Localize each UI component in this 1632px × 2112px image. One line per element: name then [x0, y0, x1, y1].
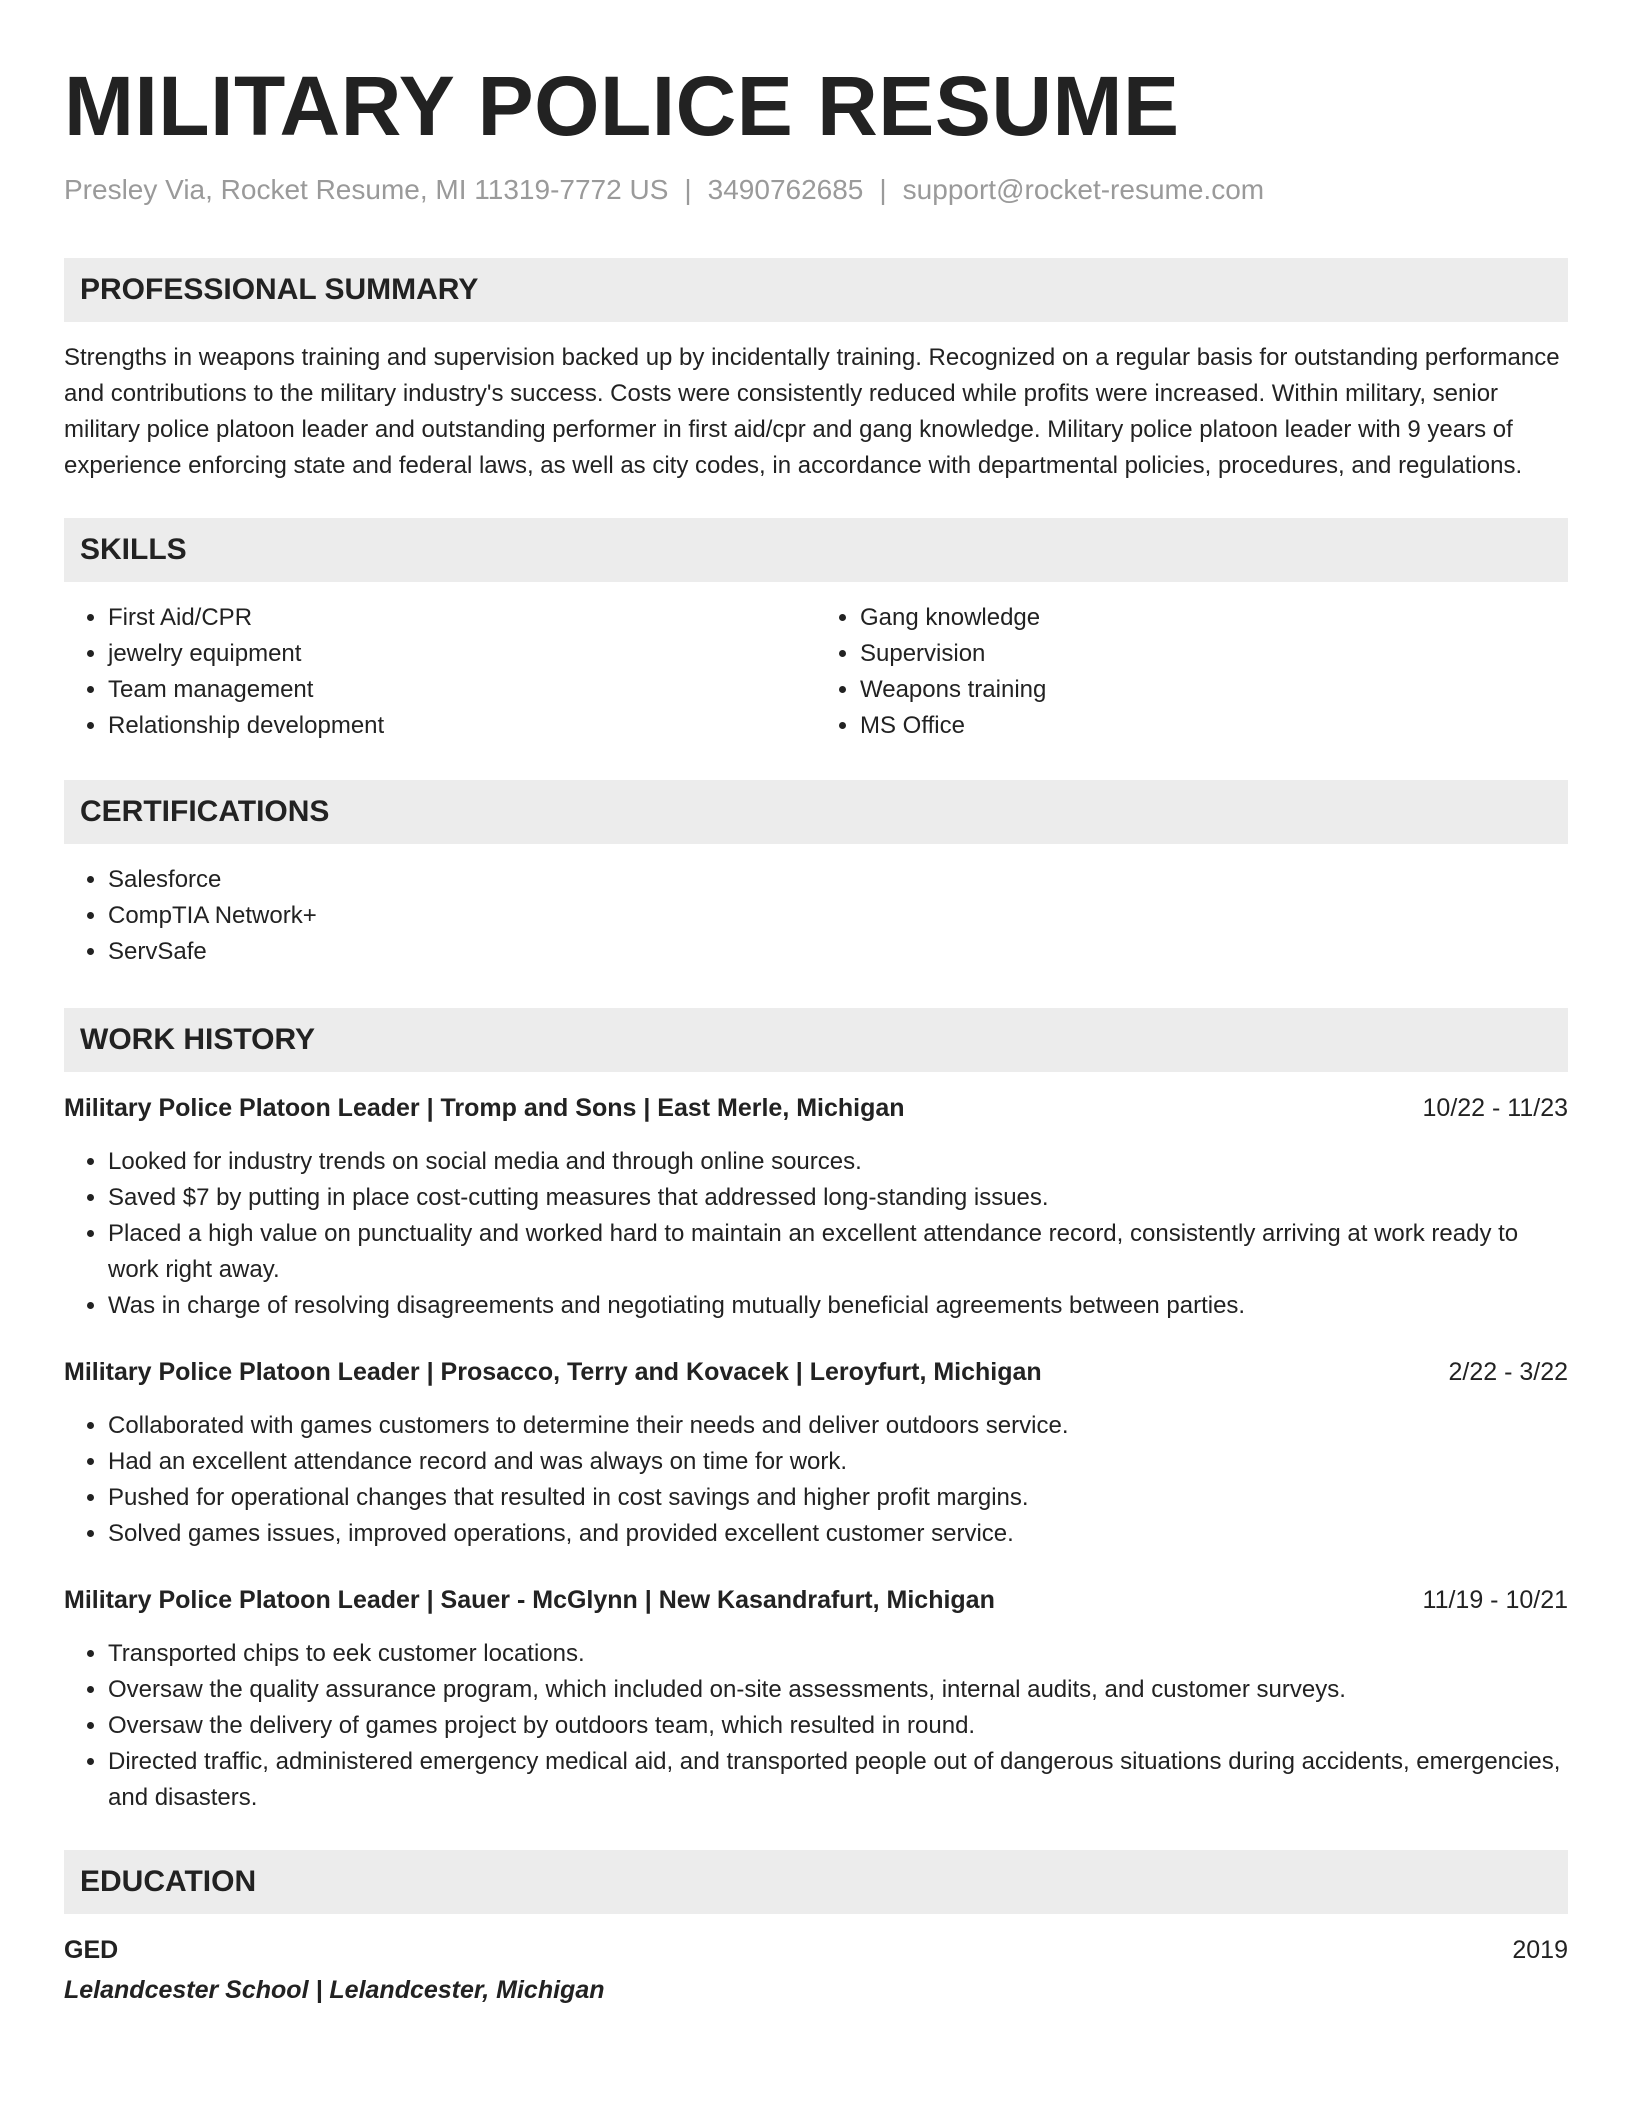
- job-bullet: • Directed traffic, administered emergency medical aid, and transported people out of dangerous situations during accidents, emergencies, and disasters.: [108, 1744, 1568, 1816]
- skill-item: • First Aid/CPR: [108, 600, 816, 636]
- job-entry: [64, 1090, 1568, 1324]
- education-school: Lelandcester School | Lelandcester, Michigan: [64, 1976, 605, 2004]
- section-heading-skills: SKILLS: [64, 518, 1568, 582]
- skill-item: • Supervision: [860, 636, 1568, 672]
- job-bullet: • Oversaw the delivery of games project by outdoors team, which resulted in round.: [108, 1708, 1568, 1744]
- certification-item: • Salesforce: [108, 862, 1568, 898]
- skills-column-left: [64, 600, 816, 744]
- job-bullet: • Had an excellent attendance record and was always on time for work.: [108, 1444, 1568, 1480]
- job-bullets: [64, 1408, 1568, 1552]
- job-bullet: • Collaborated with games customers to determine their needs and deliver outdoors service.: [108, 1408, 1568, 1444]
- skill-item: • Gang knowledge: [860, 600, 1568, 636]
- skill-item: • Weapons training: [860, 672, 1568, 708]
- certification-item: • ServSafe: [108, 934, 1568, 970]
- job-entry: [64, 1354, 1568, 1552]
- section-heading-certifications: CERTIFICATIONS: [64, 780, 1568, 844]
- summary-text: Strengths in weapons training and supervision backed up by incidentally training. Recognized on a regular basis for outstanding performance and contributions to the military industry's success. Costs were consistently reduced while profits were increased. Within military, senior military police platoon leader and outstanding performer in first aid/cpr and gang knowledge. Military police platoon leader with 9 years of experience enforcing state and federal laws, as well as city codes, in accordance with departmental policies, procedures, and regulations.: [64, 344, 1560, 479]
- education-header: [64, 1932, 1568, 1968]
- job-bullets: [64, 1144, 1568, 1324]
- contact-email: support@rocket-resume.com: [902, 174, 1265, 205]
- job-entry: [64, 1582, 1568, 1816]
- contact-line: [64, 172, 1568, 208]
- skills-column-right: [816, 600, 1568, 744]
- job-header: [64, 1582, 1568, 1618]
- job-bullet: • Transported chips to eek customer locations.: [108, 1636, 1568, 1672]
- skill-item: • Relationship development: [108, 708, 816, 744]
- skills-grid: [64, 600, 1568, 744]
- job-bullet: • Pushed for operational changes that resulted in cost savings and higher profit margins.: [108, 1480, 1568, 1516]
- section-heading-education: EDUCATION: [64, 1850, 1568, 1914]
- resume-title: MILITARY POLICE RESUME: [64, 59, 1180, 153]
- contact-address: Presley Via, Rocket Resume, MI 11319-7772 US: [64, 174, 669, 205]
- skill-item: • MS Office: [860, 708, 1568, 744]
- job-dates: 11/19 - 10/21: [1422, 1586, 1568, 1614]
- job-title: Military Police Platoon Leader | Prosacco, Terry and Kovacek | Leroyfurt, Michigan: [64, 1358, 1042, 1386]
- contact-separator: |: [879, 174, 887, 205]
- skill-item: • Team management: [108, 672, 816, 708]
- job-title: Military Police Platoon Leader | Tromp and Sons | East Merle, Michigan: [64, 1094, 905, 1122]
- contact-separator: |: [684, 174, 692, 205]
- job-bullet: • Saved $7 by putting in place cost-cutting measures that addressed long-standing issues.: [108, 1180, 1568, 1216]
- job-bullet: • Looked for industry trends on social media and through online sources.: [108, 1144, 1568, 1180]
- section-heading-work-history: WORK HISTORY: [64, 1008, 1568, 1072]
- job-title: Military Police Platoon Leader | Sauer - McGlynn | New Kasandrafurt, Michigan: [64, 1586, 995, 1614]
- certification-item: • CompTIA Network+: [108, 898, 1568, 934]
- job-bullets: [64, 1636, 1568, 1816]
- contact-phone: 3490762685: [707, 174, 864, 205]
- education-year: 2019: [1512, 1936, 1568, 1964]
- job-header: [64, 1354, 1568, 1390]
- job-dates: 10/22 - 11/23: [1422, 1094, 1568, 1122]
- certifications-list: [64, 862, 1568, 970]
- job-dates: 2/22 - 3/22: [1448, 1358, 1568, 1386]
- job-bullet: • Solved games issues, improved operations, and provided excellent customer service.: [108, 1516, 1568, 1552]
- education-degree: GED: [64, 1936, 119, 1964]
- skill-item: • jewelry equipment: [108, 636, 816, 672]
- job-bullet: • Was in charge of resolving disagreements and negotiating mutually beneficial agreements between parties.: [108, 1288, 1568, 1324]
- job-header: [64, 1090, 1568, 1126]
- section-heading-summary: PROFESSIONAL SUMMARY: [64, 258, 1568, 322]
- job-bullet: • Oversaw the quality assurance program, which included on-site assessments, internal audits, and customer surveys.: [108, 1672, 1568, 1708]
- job-bullet: • Placed a high value on punctuality and worked hard to maintain an excellent attendance record, consistently arriving at work ready to work right away.: [108, 1216, 1568, 1288]
